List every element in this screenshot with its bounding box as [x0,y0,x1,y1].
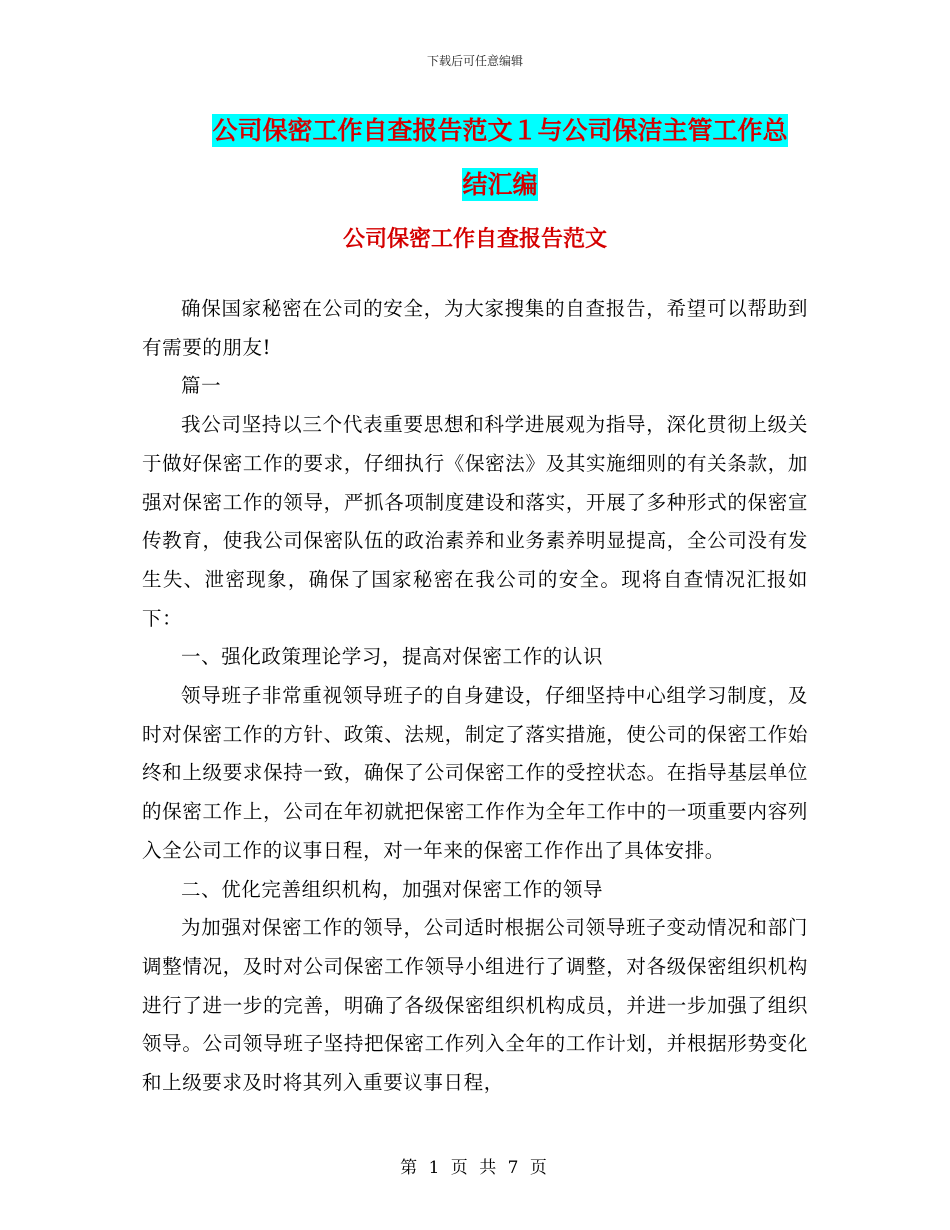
title-line-2: 结汇编 [462,170,538,199]
paragraph-section-1: 领导班子非常重视领导班子的自身建设，仔细坚持中心组学习制度，及时对保密工作的方针、政策、法规，制定了落实措施，使公司的保密工作始终和上级要求保持一致，确保了公司保密工作的受控状态。在指导基层单位的保密工作上，公司在年初就把保密工作作为全年工作中的一项重要内容列入全公司工作的议事日程，对一年来的保密工作作出了具体安排。 [142,684,808,862]
paragraph-intro: 确保国家秘密在公司的安全，为大家搜集的自查报告，希望可以帮助到有需要的朋友! [142,297,808,359]
document-title [140,104,860,212]
section-heading: 公司保密工作自查报告范文 [342,227,607,252]
body-text [142,290,808,1103]
header-note: 下载后可任意编辑 [426,54,523,68]
paragraph-overview: 我公司坚持以三个代表重要思想和科学进展观为指导，深化贯彻上级关于做好保密工作的要求，仔细执行《保密法》及其实施细则的有关条款，加强对保密工作的领导，严抓各项制度建设和落实，开展了多种形式的保密宣传教育，使我公司保密队伍的政治素养和业务素养明显提高，全公司没有发生失、泄密现象，确保了国家秘密在我公司的安全。现将自查情况汇报如下： [142,413,808,630]
paragraph-part-label: 篇一 [181,374,222,398]
page-number: 第 1 页 共 7 页 [400,1158,550,1178]
paragraph-section-2: 为加强对保密工作的领导，公司适时根据公司领导班子变动情况和部门调整情况，及时对公司保密工作领导小组进行了调整，对各级保密组织机构进行了进一步的完善，明确了各级保密组织机构成员，并进一步加强了组织领导。公司领导班子坚持把保密工作列入全年的工作计划，并根据形势变化和上级要求及时将其列入重要议事日程， [142,916,808,1095]
title-line-1: 公司保密工作自查报告范文１与公司保洁主管工作总 [212,116,788,145]
heading-section-1: 一、强化政策理论学习，提高对保密工作的认识 [181,645,604,669]
heading-section-2: 二、优化完善组织机构，加强对保密工作的领导 [181,877,604,901]
